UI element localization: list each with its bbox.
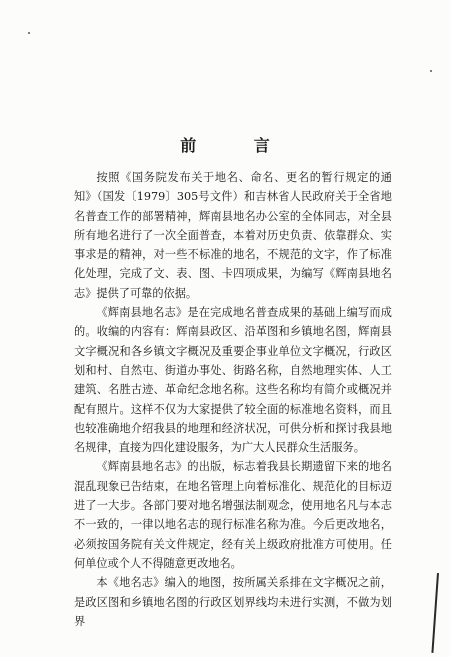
scan-speck xyxy=(430,70,432,72)
scan-edge-mark xyxy=(431,573,439,653)
body-text xyxy=(74,168,392,631)
scan-speck xyxy=(28,32,30,34)
paragraph-4: 本《地名志》编入的地图，按所属关系排在文字概况之前，是政区图和乡镇地名图的行政区划界线均未进行实测，不做为划界 xyxy=(74,576,392,628)
paragraph-2: 《辉南县地名志》是在完成地名普查成果的基础上编写而成的。收编的内容有：辉南县政区、沿革图和乡镇地名图，辉南县文字概况和各乡镇文字概况及重要企事业单位文字概况，行政区划和村、自然屯、街道办事处、街路名称，自然地理实体、人工建筑、名胜古迹、革命纪念地名称。这些名称均有简介或概况并配有照片。这样不仅为大家提供了较全面的标准地名资料，而且也较准确地介绍我县的地理和经济状况，可供分析和探讨我县地名规律，直接为四化建设服务，为广大人民群众生活服务。 xyxy=(74,306,392,455)
page-title: 前 言 xyxy=(180,136,296,155)
paragraph-3: 《辉南县地名志》的出版，标志着我县长期遗留下来的地名混乱现象已告结束，在地名管理上向着标准化、规范化的目标迈进了一大步。各部门要对地名增强法制观念，使用地名凡与本志不一致的，一律以地名志的现行标准名称为准。今后更改地名，必须按国务院有关文件规定，经有关上级政府批准方可使用。任何单位或个人不得随意更改地名。 xyxy=(74,460,392,570)
paragraph-1: 按照《国务院发布关于地名、命名、更名的暂行规定的通知》（国发〔1979〕305号文件）和吉林省人民政府关于全省地名普查工作的部署精神，辉南县地名办公室的全体同志，对全县所有地名进行了一次全面普查，本着对历史负责、依靠群众、实事求是的精神，对一些不标准的地名，不规范的文字，作了标准化处理，完成了文、表、图、卡四项成果，为编写《辉南县地名志》提供了可靠的依据。 xyxy=(74,171,392,300)
